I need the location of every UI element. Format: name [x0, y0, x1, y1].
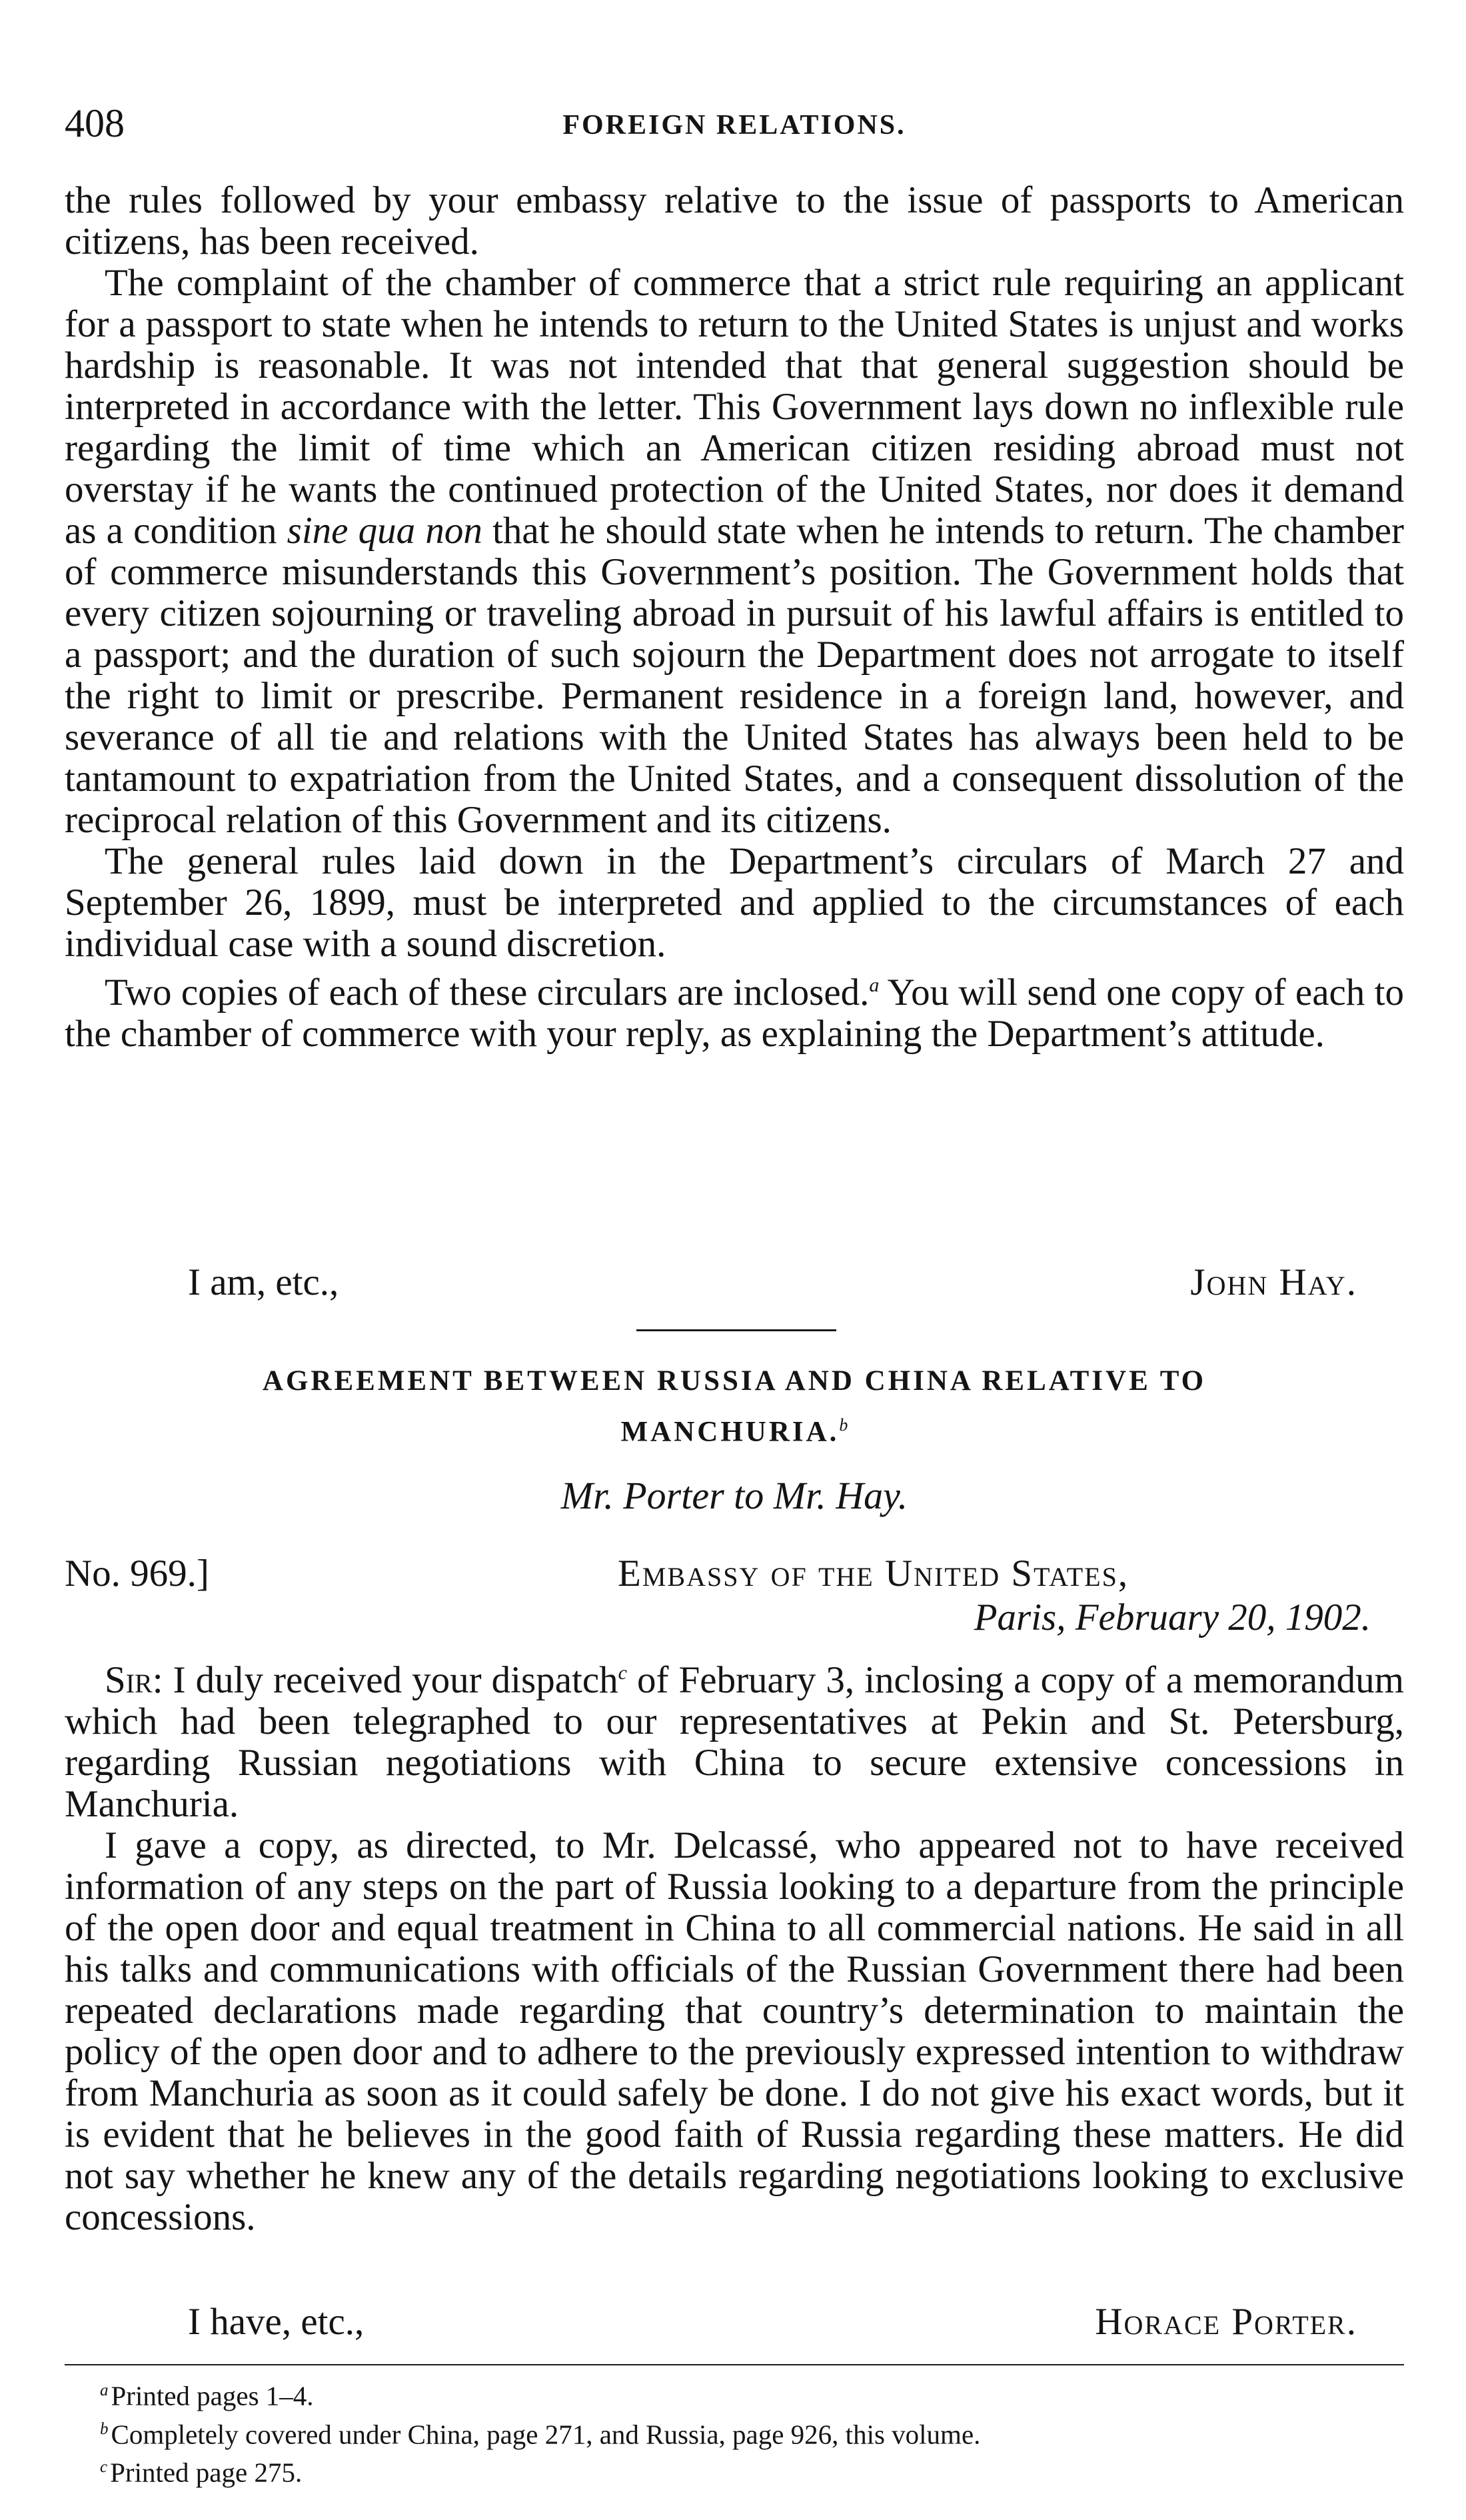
letter-heading: Mr. Porter to Mr. Hay. [560, 1474, 908, 1517]
place-date: Paris, February 20, 1902. [974, 1596, 1371, 1638]
footnote-text: Printed page 275. [110, 2457, 303, 2488]
footnote-mark: c [100, 2458, 108, 2477]
document-number: No. 969.] [65, 1553, 209, 1594]
paragraph-text: The general rules laid down in the Department’s circulars of March 27 and September 26, 1899, must be interpreted and applied to the circumstances of each individual case with a sound discretion. [65, 840, 1404, 965]
paragraph-text: I gave a copy, as directed, to Mr. Delcassé, who appeared not to have received information of any steps on the part of Russia looking to a departure from the principle of the open door and equal treatment in China to all commercial nations. He said in all his talks and communications with officials of the Russian Government there had been repeated declarations made regarding that country’s determination to maintain the policy of the open door and to adhere to the previously expressed intention to withdraw from Manchuria as soon as it could safely be done. I do not give his exact words, but it is evident that he believes in the good faith of Russia regarding these matters. He did not say whether he knew any of the details regarding negotiations looking to exclusive concessions. [65, 1824, 1404, 2238]
letter-hay-body [65, 180, 1404, 1055]
paragraph-text: of February 3, inclosing a copy of a memorandum which had been telegraphed to our representatives at Pekin and St. Petersburg, regarding Russian negotiations with China to secure extensive concessions in Manchuria. [65, 1659, 1405, 1825]
footnote-ref: a [869, 974, 880, 996]
embassy-line: Embassy of the United States, [618, 1553, 1129, 1594]
closing: I am, etc., [188, 1261, 339, 1303]
latin-phrase: sine qua non [287, 510, 482, 552]
section-divider [636, 1329, 836, 1331]
paragraph-text: : I duly received your dispatch [152, 1659, 618, 1701]
footnote-text: Completely covered under China, page 271, and Russia, page 926, this volume. [111, 2419, 981, 2450]
running-head [65, 100, 1404, 147]
running-title: FOREIGN RELATIONS. [562, 110, 906, 141]
letter-hay-paragraph [65, 263, 1404, 841]
signature: Horace Porter. [1095, 2301, 1357, 2343]
footnote [100, 2374, 1406, 2413]
heading-text: MANCHURIA. [620, 1416, 840, 1448]
footnote-divider [65, 2364, 1404, 2365]
footnote-ref: b [839, 1415, 848, 1435]
paragraph-text: that he should state when he intends to return. The chamber of commerce misunderstands this Government’s position. The Government holds that every citizen sojourning or traveling abroad in pursuit of his lawful affairs is entitled to a passport; and the duration of such sojourn the Department does not arrogate to itself the right to limit or prescribe. Permanent residence in a foreign land, however, and severance of all tie and relations with the United States has always been held to be tantamount to expatriation from the United States, and a consequent dissolution of the reciprocal relation of this Government and its citizens. [65, 510, 1404, 841]
paragraph-text: You will send one copy of each to the chamber of commerce with your reply, as explaining the Department’s attitude. [65, 971, 1404, 1055]
paragraph-text: The complaint of the chamber of commerce that a strict rule requiring an applicant for a passport to state when he intends to return to the United States is unjust and works hardship is reasonable. It was not intended that that general suggestion should be interpreted in accordance with the letter. This Government lays down no inflexible rule regarding the limit of time which an American citizen residing abroad must not overstay if he wants the continued protection of the United States, nor does it demand as a condition [65, 262, 1404, 552]
footnote-text: Printed pages 1–4. [111, 2380, 314, 2411]
letter-porter-signoff [65, 2299, 1404, 2345]
page-number: 408 [65, 101, 125, 145]
heading-line: AGREEMENT BETWEEN RUSSIA AND CHINA RELATIVE TO [262, 1365, 1207, 1397]
signature: John Hay. [1190, 1261, 1357, 1303]
footnote [100, 2413, 1406, 2451]
salutation: Sir [105, 1659, 153, 1701]
footnote-ref: c [618, 1662, 627, 1684]
letter-hay-paragraph [65, 841, 1404, 965]
letter-porter-paragraph [65, 1825, 1404, 2238]
footnotes [100, 2374, 1406, 2489]
footnote-mark: a [100, 2381, 109, 2399]
footnote-mark: b [100, 2419, 109, 2438]
paragraph-text: Two copies of each of these circulars are inclosed. [105, 971, 870, 1013]
dateline [65, 1553, 1404, 1646]
footnote [100, 2451, 1406, 2489]
letter-hay-paragraph [65, 180, 1404, 263]
heading-line [65, 1403, 1404, 1454]
letter-porter-paragraph [65, 1652, 1404, 1825]
section-heading [65, 1359, 1404, 1454]
letter-hay-paragraph [65, 965, 1404, 1055]
letter-porter-body [65, 1652, 1404, 2238]
closing: I have, etc., [188, 2301, 365, 2343]
paragraph-text: the rules followed by your embassy relative to the issue of passports to American citizens, has been received. [65, 179, 1404, 263]
letter-hay-signoff [65, 1259, 1404, 1306]
